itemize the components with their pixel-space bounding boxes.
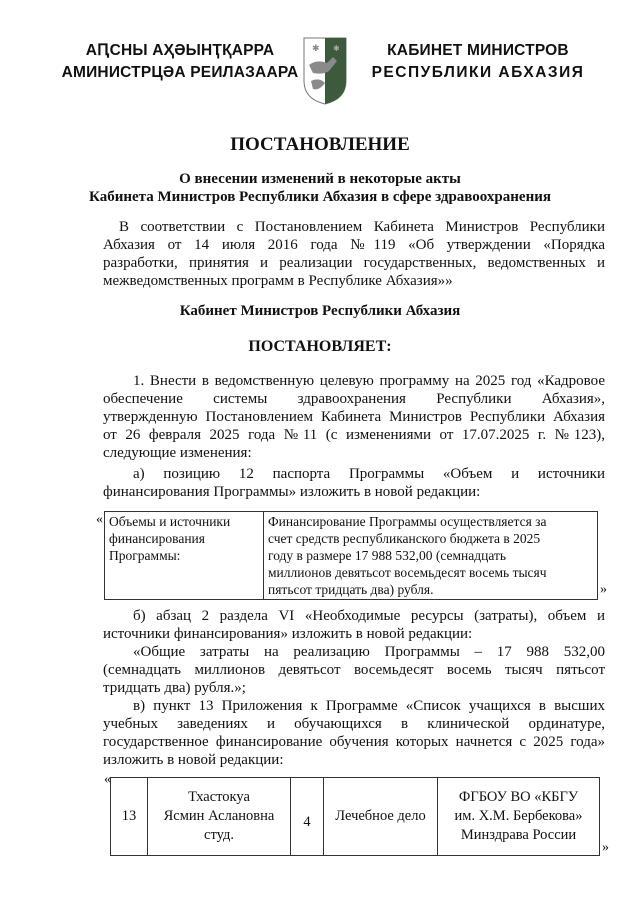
cell-line: Тхастокуа bbox=[188, 789, 250, 805]
cell-institution bbox=[438, 778, 600, 856]
header-left-line: АԤСНЫ АҲӘЫНҬҚАРРА bbox=[85, 42, 275, 59]
item-v bbox=[103, 697, 605, 769]
cell-number: 13 bbox=[111, 778, 148, 856]
cell-line: счет средств республиканского бюджета в 2025 bbox=[268, 531, 541, 546]
preamble bbox=[103, 218, 605, 290]
cell-line: пятьсот тридцать два) рубля. bbox=[268, 582, 434, 597]
cell-line: Объемы и источники bbox=[109, 514, 231, 529]
text-line: обеспечение системы здравоохранения Республики Абхазия», bbox=[103, 391, 605, 407]
resolves-heading: ПОСТАНОВЛЯЕТ: bbox=[248, 338, 392, 355]
cell-specialty: Лечебное дело bbox=[324, 778, 438, 856]
subtitle bbox=[0, 170, 640, 206]
table-cell-value bbox=[264, 512, 598, 600]
item-b bbox=[103, 607, 605, 697]
text-line: б) абзац 2 раздела VI «Необходимые ресурсы (затраты), объем и bbox=[133, 608, 605, 624]
cell-line: Минздрава России bbox=[460, 827, 577, 843]
cell-line: миллионов девятьсот восемьдесят восемь тысяч bbox=[268, 565, 547, 580]
open-quote: « bbox=[104, 772, 111, 787]
subtitle-line: Кабинета Министров Республики Абхазия в сфере здравоохранения bbox=[89, 189, 551, 205]
cell-line: ФГБОУ ВО «КБГУ bbox=[458, 789, 579, 805]
cell-line: Финансирование Программы осуществляется за bbox=[268, 514, 547, 529]
item-a bbox=[103, 465, 605, 501]
cell-line: Программы: bbox=[109, 548, 181, 563]
subtitle-line: О внесении изменений в некоторые акты bbox=[179, 171, 461, 187]
passport-table bbox=[104, 511, 598, 600]
text-line: (семнадцать миллионов девятьсот восемьдесят восемь тысяч пятьсот bbox=[103, 662, 605, 678]
header-left bbox=[60, 40, 300, 84]
text-line: учебных заведениях и обучающихся в клинической ординатуре, bbox=[103, 716, 605, 732]
issuer: Кабинет Министров Республики Абхазия bbox=[179, 303, 461, 319]
text-line: Абхазия от 14 июля 2016 года №119 «Об утверждении «Порядка bbox=[103, 237, 605, 253]
text-line: от 26 февраля 2025 года №11 (с изменениями от 17.07.2025 г. №123), bbox=[103, 427, 605, 443]
table-row bbox=[105, 512, 598, 600]
cell-line: году в размере 17 988 532,00 (семнадцать bbox=[268, 548, 507, 563]
text-line: «Общие затраты на реализацию Программы – 17 988 532,00 bbox=[133, 644, 605, 660]
item-1 bbox=[103, 372, 605, 462]
svg-text:✱: ✱ bbox=[312, 43, 320, 53]
text-line: В соответствии с Постановлением Кабинета Министров Республики bbox=[119, 219, 605, 235]
text-line: государственное финансирование обучения которых начнется с 2025 года» bbox=[103, 734, 605, 750]
header-left-line: АМИНИСТРЦӘА РЕИЛАЗААРА bbox=[61, 64, 299, 81]
open-quote: « bbox=[96, 512, 103, 527]
text-line: источники финансирования» изложить в новой редакции: bbox=[103, 626, 473, 642]
close-quote: » bbox=[602, 840, 609, 855]
cell-line: студ. bbox=[204, 827, 234, 843]
page-title: ПОСТАНОВЛЕНИЕ bbox=[230, 134, 410, 155]
table-row bbox=[111, 778, 600, 856]
coat-of-arms-icon bbox=[303, 37, 347, 105]
cell-line: Ясмин Аслановна bbox=[163, 808, 275, 824]
cell-line: им. Х.М. Бербекова» bbox=[454, 808, 583, 824]
text-line: тридцать два) рубля.»; bbox=[103, 680, 246, 696]
students-table bbox=[110, 777, 600, 856]
text-line: финансирования Программы» изложить в новой редакции: bbox=[103, 484, 481, 500]
text-line: изложить в новой редакции: bbox=[103, 752, 284, 768]
header-right-line: РЕСПУБЛИКИ АБХАЗИЯ bbox=[371, 64, 585, 81]
cell-course: 4 bbox=[291, 778, 324, 856]
text-line: 1. Внести в ведомственную целевую программу на 2025 год «Кадровое bbox=[133, 373, 605, 389]
header-right-line: КАБИНЕТ МИНИСТРОВ bbox=[387, 42, 569, 59]
text-line: в) пункт 13 Приложения к Программе «Список учащихся в высших bbox=[133, 698, 605, 714]
close-quote: » bbox=[600, 582, 607, 597]
cell-name bbox=[148, 778, 291, 856]
cell-line: финансирования bbox=[109, 531, 205, 546]
header-right bbox=[358, 40, 598, 84]
text-line: утвержденную Постановлением Кабинета Министров Республики Абхазия bbox=[103, 409, 605, 425]
text-line: межведомственных программ в Республике Абхазия»» bbox=[103, 273, 453, 289]
text-line: а) позицию 12 паспорта Программы «Объем и источники bbox=[133, 466, 605, 482]
svg-text:✱: ✱ bbox=[333, 44, 340, 53]
text-line: следующие изменения: bbox=[103, 445, 252, 461]
table-cell-label bbox=[105, 512, 264, 600]
text-line: разработки, принятия и реализации государственных, ведомственных и bbox=[103, 255, 605, 271]
